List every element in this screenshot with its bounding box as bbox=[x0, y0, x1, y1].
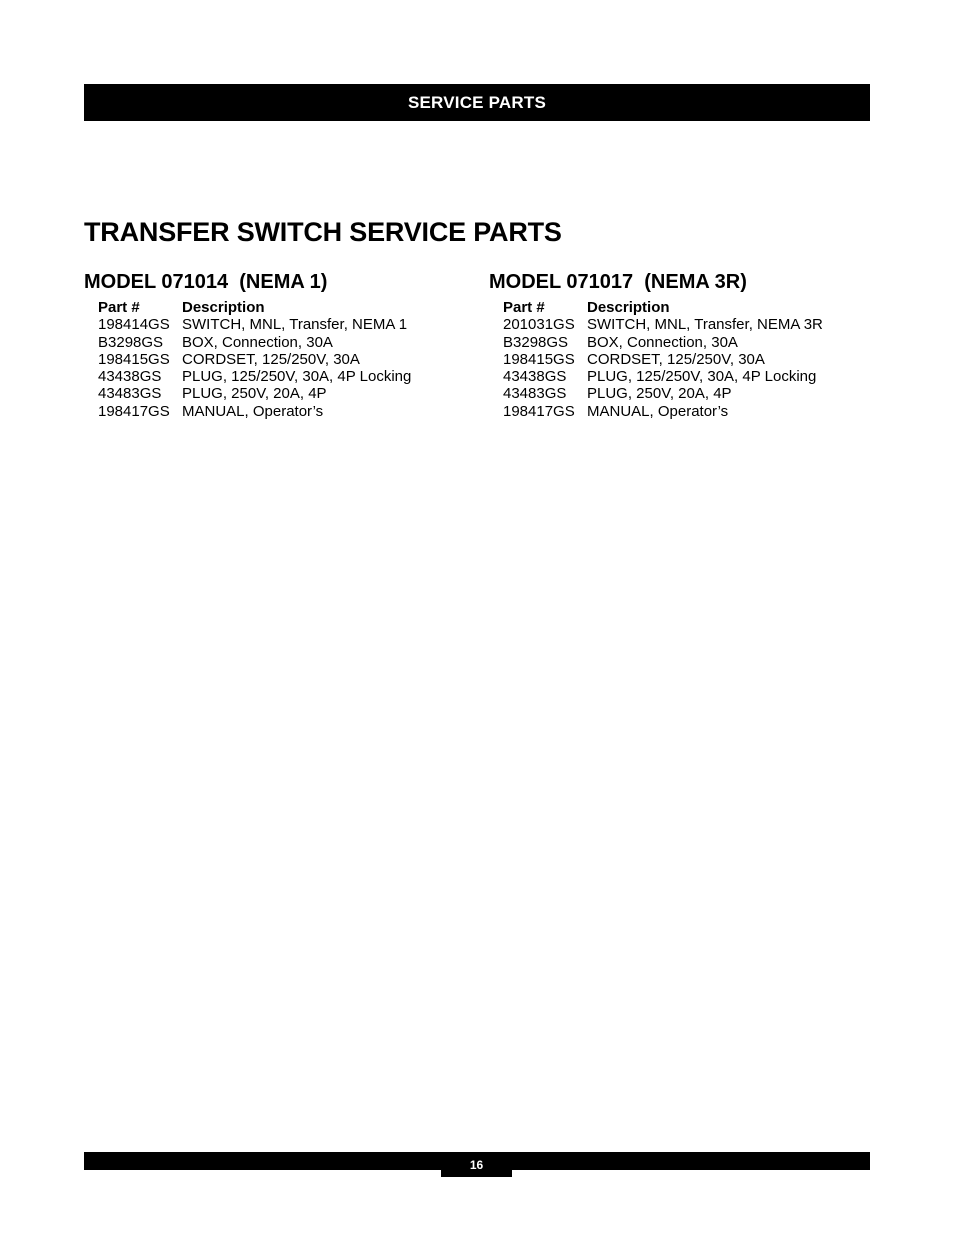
part-description: MANUAL, Operator’s bbox=[182, 402, 324, 420]
part-number: 198415GS bbox=[98, 350, 170, 368]
column-header-part: Part # bbox=[503, 299, 545, 316]
table-row bbox=[98, 351, 411, 368]
part-number: 198417GS bbox=[98, 402, 170, 420]
part-description: CORDSET, 125/250V, 30A bbox=[587, 350, 765, 368]
part-description: SWITCH, MNL, Transfer, NEMA 3R bbox=[587, 316, 823, 334]
table-row bbox=[503, 316, 823, 333]
model-section-071017 bbox=[489, 269, 823, 420]
table-row bbox=[98, 385, 411, 402]
part-number: 43483GS bbox=[98, 385, 162, 403]
page-number-tab bbox=[441, 1152, 512, 1177]
part-description: SWITCH, MNL, Transfer, NEMA 1 bbox=[182, 316, 408, 334]
part-number: 198417GS bbox=[503, 402, 575, 420]
part-description: BOX, Connection, 30A bbox=[587, 333, 738, 351]
model-section-071014 bbox=[84, 269, 411, 420]
table-header-row bbox=[503, 299, 823, 316]
table-row bbox=[98, 316, 411, 333]
part-number: 198414GS bbox=[98, 316, 170, 334]
table-row bbox=[503, 403, 823, 420]
part-number: 43483GS bbox=[503, 385, 567, 403]
model-heading: MODEL 071014 (NEMA 1) bbox=[84, 271, 328, 293]
model-heading: MODEL 071017 (NEMA 3R) bbox=[489, 271, 747, 293]
table-row bbox=[98, 368, 411, 385]
table-row bbox=[98, 334, 411, 351]
table-row bbox=[503, 334, 823, 351]
part-description: BOX, Connection, 30A bbox=[182, 333, 333, 351]
column-header-description: Description bbox=[587, 299, 670, 316]
part-number: B3298GS bbox=[98, 333, 164, 351]
part-number: 43438GS bbox=[98, 368, 162, 386]
section-header-title: SERVICE PARTS bbox=[407, 92, 546, 112]
part-description: PLUG, 250V, 20A, 4P bbox=[182, 385, 327, 403]
part-number: 198415GS bbox=[503, 350, 575, 368]
part-description: MANUAL, Operator’s bbox=[587, 402, 729, 420]
part-number: B3298GS bbox=[503, 333, 569, 351]
table-row bbox=[503, 351, 823, 368]
part-description: PLUG, 125/250V, 30A, 4P Locking bbox=[182, 368, 412, 386]
page-number: 16 bbox=[469, 1157, 484, 1172]
column-header-part: Part # bbox=[98, 299, 140, 316]
table-row bbox=[503, 385, 823, 402]
parts-table bbox=[98, 299, 411, 420]
part-description: CORDSET, 125/250V, 30A bbox=[182, 350, 360, 368]
part-number: 201031GS bbox=[503, 316, 575, 334]
part-description: PLUG, 250V, 20A, 4P bbox=[587, 385, 732, 403]
column-header-description: Description bbox=[182, 299, 265, 316]
table-row bbox=[98, 403, 411, 420]
part-description: PLUG, 125/250V, 30A, 4P Locking bbox=[587, 368, 817, 386]
part-number: 43438GS bbox=[503, 368, 567, 386]
parts-table bbox=[503, 299, 823, 420]
table-row bbox=[503, 368, 823, 385]
table-header-row bbox=[98, 299, 411, 316]
section-header-bar bbox=[84, 84, 870, 121]
page-title: TRANSFER SWITCH SERVICE PARTS bbox=[84, 217, 562, 247]
